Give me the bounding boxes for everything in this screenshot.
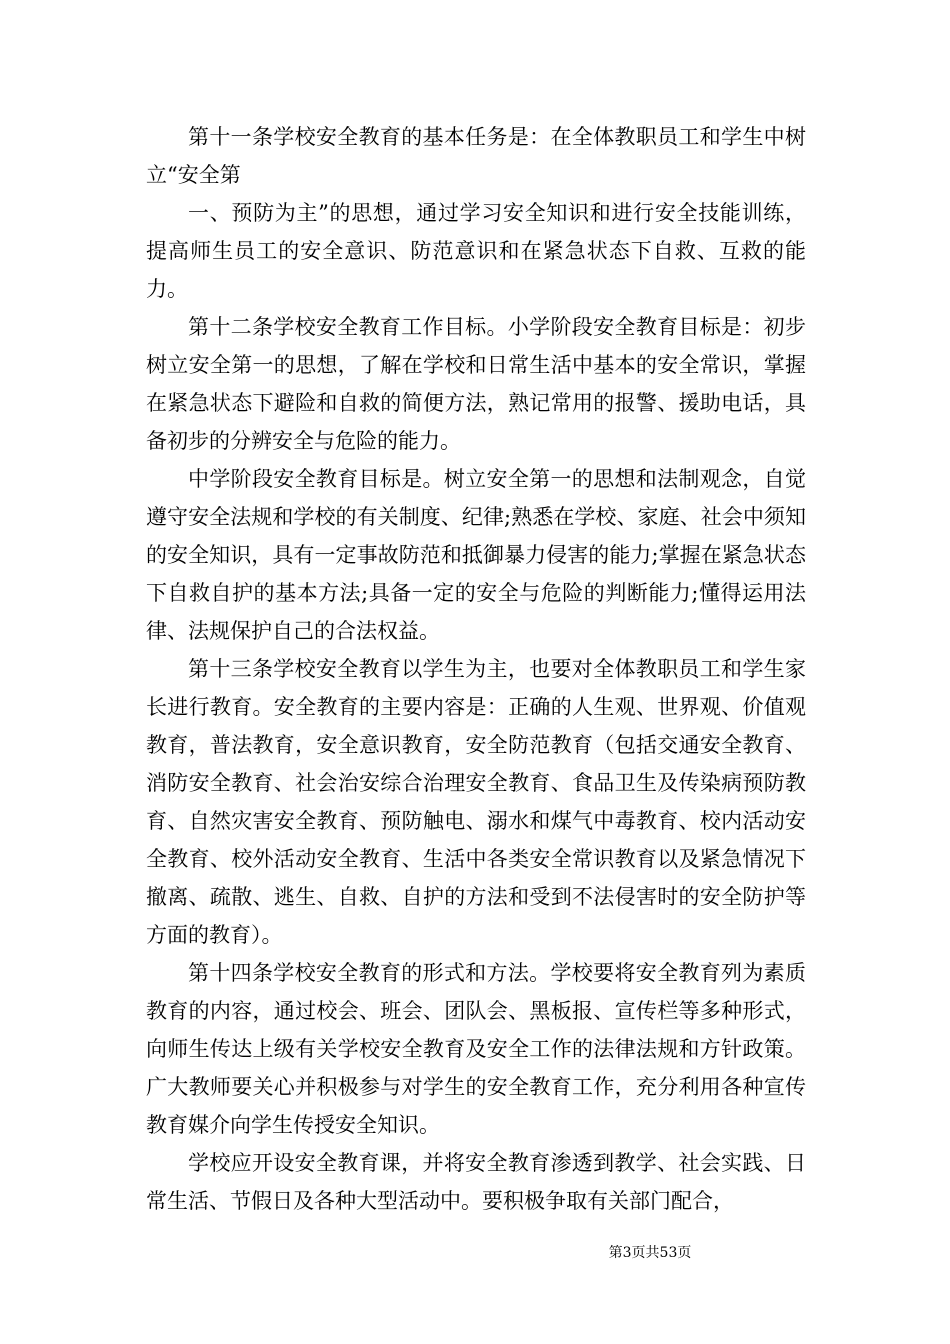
paragraph-middle-school-goals: 中学阶段安全教育目标是。树立安全第一的思想和法制观念，自觉遵守安全法规和学校的有关制度、纪律;熟悉在学校、家庭、社会中须知的安全知识，具有一定事故防范和抵御暴力侵害的能力;掌握在紧急状态下自救自护的基本方法;具备一定的安全与危险的判断能力;懂得运用法律、法规保护自己的合法权益。 [146,467,806,643]
paragraph-article-14: 第十四条学校安全教育的形式和方法。学校要将安全教育列为素质教育的内容，通过校会、班会、团队会、黑板报、宣传栏等多种形式，向师生传达上级有关学校安全教育及安全工作的法律法规和方针政策。广大教师要关心并积极参与对学生的安全教育工作，充分利用各种宣传教育媒介向学生传授安全知识。 [146,961,806,1137]
document-body [146,118,806,1220]
paragraph-article-11-cont: 一、预防为主”的思想，通过学习安全知识和进行安全技能训练，提高师生员工的安全意识、防范意识和在紧急状态下自救、互救的能力。 [146,201,806,301]
page-number-footer: 第3页共53页 [608,1245,692,1261]
paragraph-article-11: 第十一条学校安全教育的基本任务是：在全体教职员工和学生中树立“安全第 [146,125,806,187]
paragraph-article-12: 第十二条学校安全教育工作目标。小学阶段安全教育目标是：初步树立安全第一的思想，了解在学校和日常生活中基本的安全常识，掌握在紧急状态下避险和自救的简便方法，熟记常用的报警、援助电话，具备初步的分辨安全与危险的能力。 [146,315,806,453]
paragraph-safety-course: 学校应开设安全教育课，并将安全教育渗透到教学、社会实践、日常生活、节假日及各种大型活动中。要积极争取有关部门配合， [146,1151,806,1213]
paragraph-article-13: 第十三条学校安全教育以学生为主，也要对全体教职员工和学生家长进行教育。安全教育的主要内容是：正确的人生观、世界观、价值观教育，普法教育，安全意识教育，安全防范教育（包括交通安全教育、消防安全教育、社会治安综合治理安全教育、食品卫生及传染病预防教育、自然灾害安全教育、预防触电、溺水和煤气中毒教育、校内活动安全教育、校外活动安全教育、生活中各类安全常识教育以及紧急情况下撤离、疏散、逃生、自救、自护的方法和受到不法侵害时的安全防护等方面的教育）。 [146,657,806,947]
